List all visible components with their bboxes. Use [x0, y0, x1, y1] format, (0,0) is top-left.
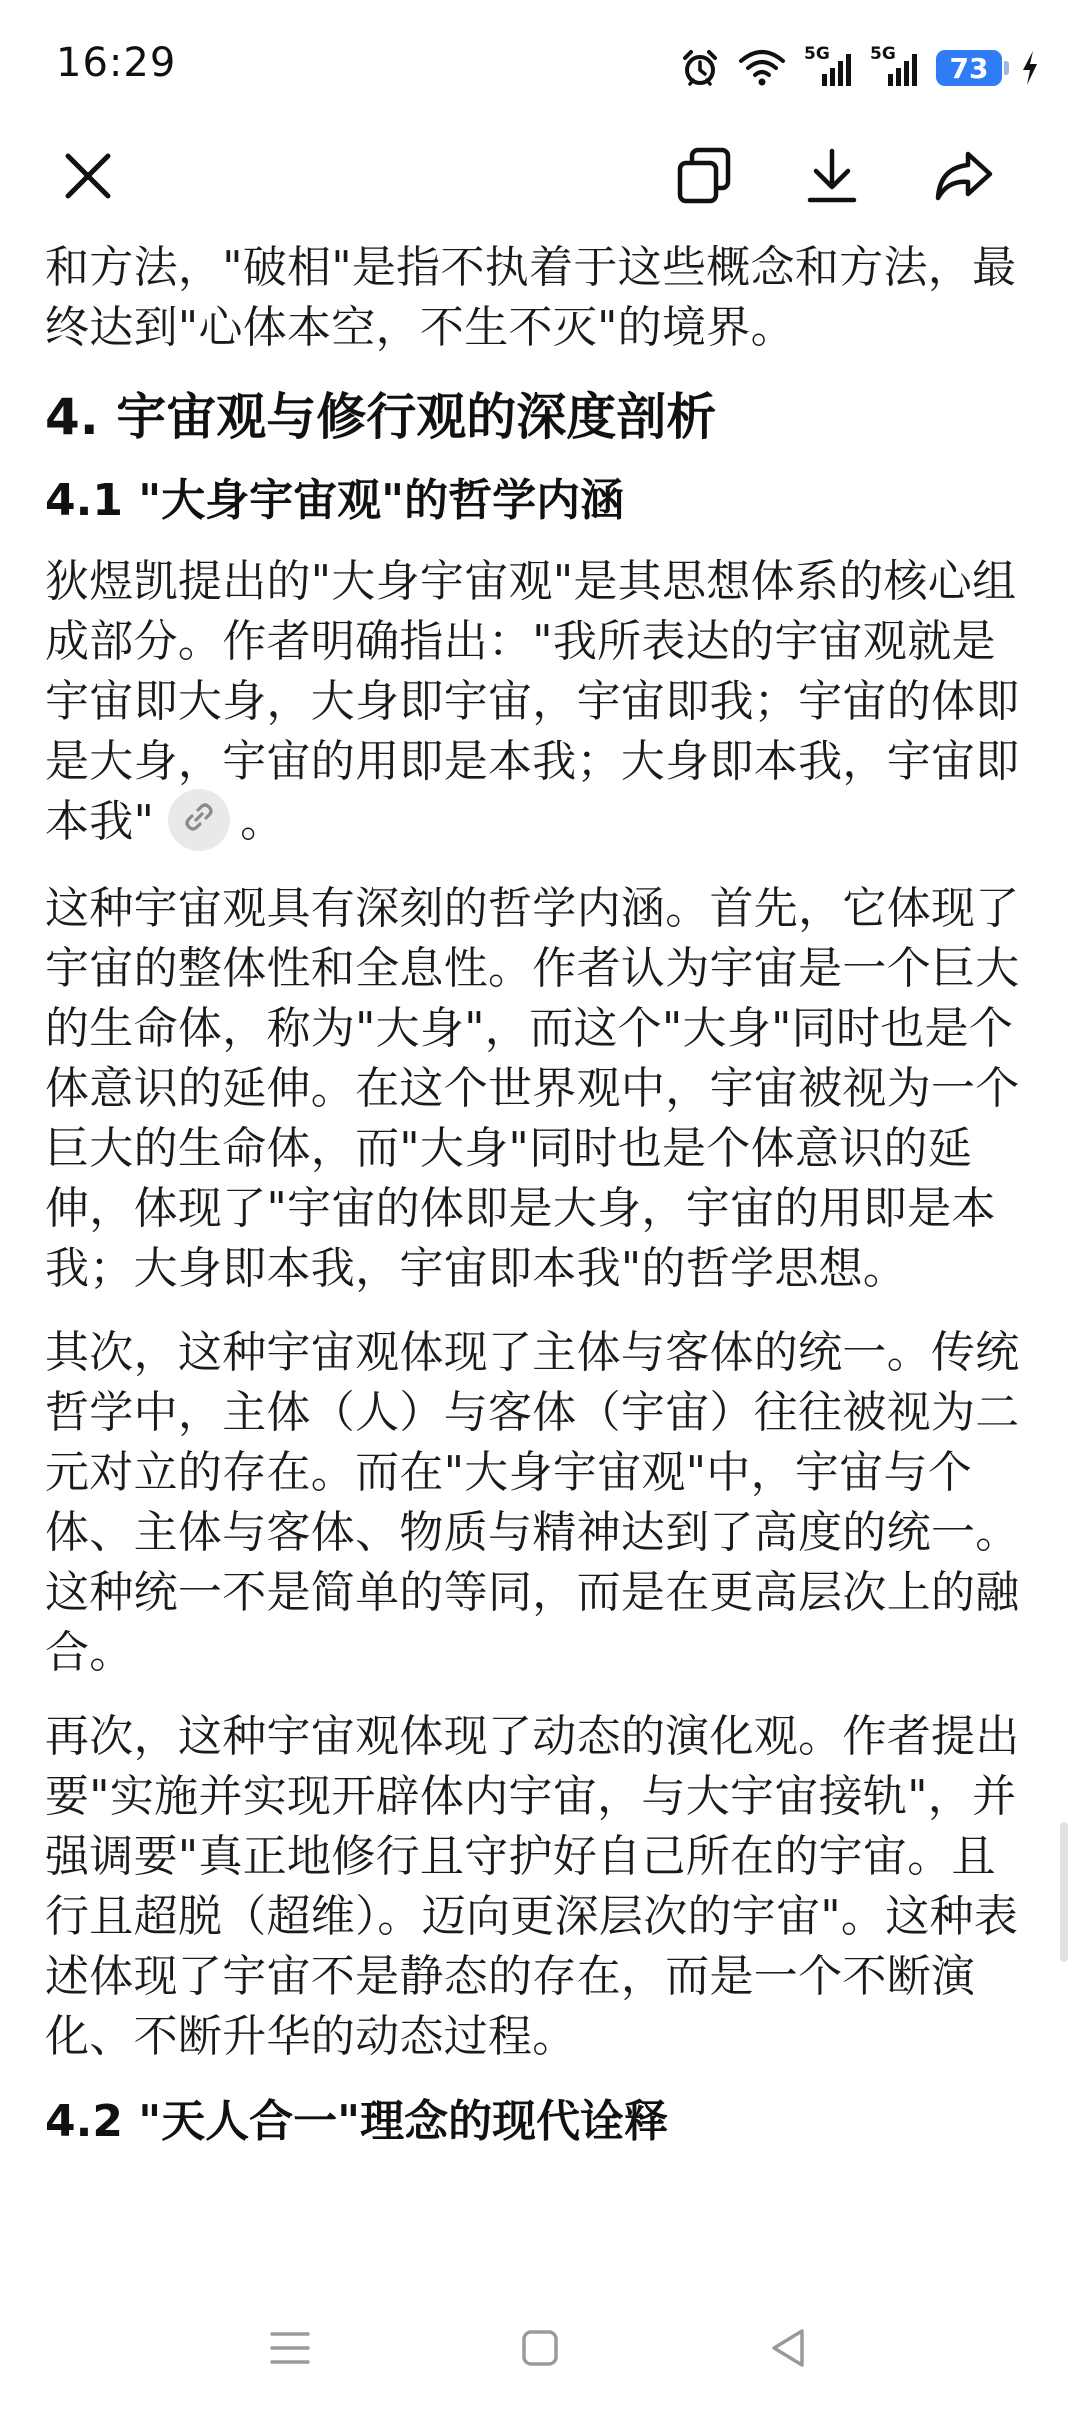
section-heading-4-1: 4.1 "大身宇宙观"的哲学内涵: [45, 475, 625, 526]
home-icon: [520, 2328, 560, 2372]
menu-icon: [268, 2328, 312, 2372]
signal-5g-icon: [804, 44, 852, 88]
alarm-icon: [680, 48, 720, 88]
section-heading-4-2: 4.2 "天人合一"理念的现代诠释: [45, 2096, 669, 2147]
paragraph-1: [45, 552, 1035, 855]
charging-icon: [1020, 50, 1040, 86]
paragraph-3: 其次，这种宇宙观体现了主体与客体的统一。传统哲学中，主体（人）与客体（宇宙）往往被视为二元对立的存在。而在"大身宇宙观"中，宇宙与个体、主体与客体、物质与精神达到了高度的统一。这种统一不是简单的等同，而是在更高层次上的融合。: [45, 1327, 1020, 1678]
network-label: 5G: [804, 44, 830, 64]
status-bar: [0, 0, 1080, 130]
menu-button[interactable]: [250, 2310, 330, 2390]
battery-level: 73: [949, 51, 989, 85]
paragraph-1-end: 。: [240, 796, 285, 847]
status-time: 16:29: [56, 40, 177, 86]
citation-link[interactable]: [168, 789, 230, 851]
paragraph-1-text: 狄煜凯提出的"大身宇宙观"是其思想体系的核心组成部分。作者明确指出："我所表达的宇宙观就是宇宙即大身，大身即宇宙，宇宙即我；宇宙的体即是大身，宇宙的用即是本我；大身即本我，宇宙即本我": [45, 556, 1020, 847]
download-button[interactable]: [792, 138, 872, 218]
copy-button[interactable]: [664, 138, 744, 218]
share-icon: [934, 150, 994, 206]
back-icon: [768, 2326, 808, 2374]
close-button[interactable]: [48, 138, 128, 218]
battery-icon: [936, 50, 1002, 86]
paragraph-2: 这种宇宙观具有深刻的哲学内涵。首先，它体现了宇宙的整体性和全息性。作者认为宇宙是一个巨大的生命体，称为"大身"，而这个"大身"同时也是个体意识的延伸。在这个世界观中，宇宙被视为一个巨大的生命体，而"大身"同时也是个体意识的延伸，体现了"宇宙的体即是大身，宇宙的用即是本我；大身即本我，宇宙即本我"的哲学思想。: [45, 883, 1020, 1294]
section-heading-4: 4. 宇宙观与修行观的深度剖析: [45, 388, 717, 446]
paragraph-intro: 和方法，"破相"是指不执着于这些概念和方法，最终达到"心体本空，不生不灭"的境界。: [45, 242, 1017, 353]
home-button[interactable]: [500, 2310, 580, 2390]
wifi-icon: [738, 49, 786, 87]
copy-icon: [676, 147, 732, 209]
scrollbar-thumb[interactable]: [1060, 1822, 1068, 1962]
signal-5g-icon: [870, 44, 918, 88]
share-button[interactable]: [924, 138, 1004, 218]
top-toolbar: [0, 138, 1080, 238]
link-icon: [182, 790, 216, 850]
paragraph-4: 再次，这种宇宙观体现了动态的演化观。作者提出要"实施并实现开辟体内宇宙，与大宇宙接轨"，并强调要"真正地修行且守护好自己所在的宇宙。且行且超脱（超维）。迈向更深层次的宇宙"。这种表述体现了宇宙不是静态的存在，而是一个不断演化、不断升华的动态过程。: [45, 1711, 1020, 2062]
network-label: 5G: [870, 44, 896, 64]
back-button[interactable]: [748, 2310, 828, 2390]
system-nav-bar: [0, 2282, 1080, 2412]
close-icon: [62, 150, 114, 206]
article-content: [45, 238, 1035, 2173]
download-icon: [804, 147, 860, 209]
status-icons: [680, 44, 1040, 92]
